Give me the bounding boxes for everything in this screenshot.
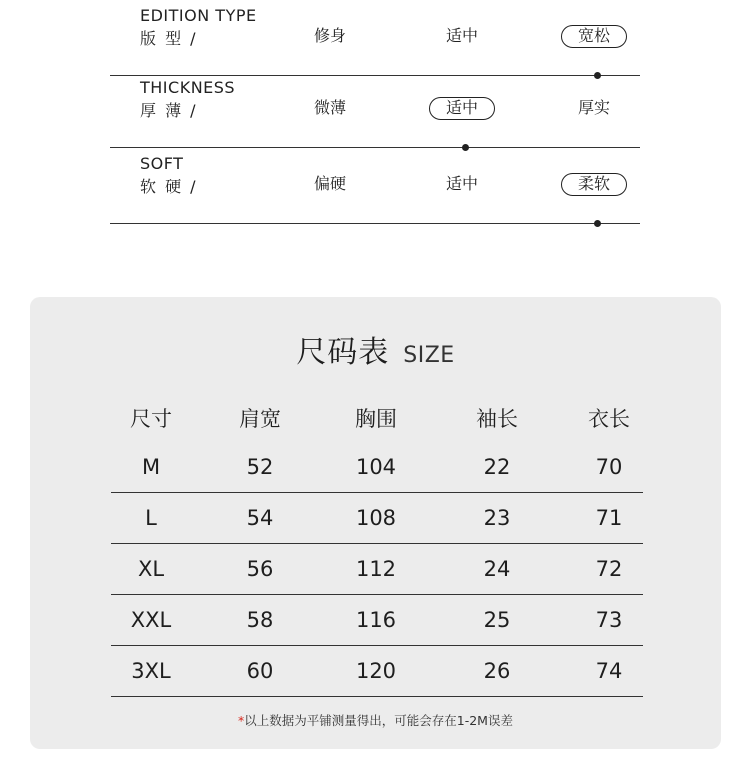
table-row: [111, 493, 643, 544]
table-cell: 56: [246, 557, 274, 581]
table-cell: 108: [355, 506, 397, 530]
table-cell: XXL: [130, 608, 172, 632]
size-chart-panel: [30, 297, 721, 749]
table-cell: 120: [355, 659, 397, 683]
table-cell: 70: [595, 455, 623, 479]
attribute-option-label: 厚实: [577, 98, 610, 117]
attribute-option: [290, 98, 370, 118]
table-cell: 74: [595, 659, 623, 683]
attribute-label-zh: 软 硬 /: [140, 177, 198, 196]
table-header-row: [111, 394, 643, 442]
size-chart-title-zh: 尺码表: [296, 335, 390, 370]
table-cell: 25: [483, 608, 511, 632]
table-cell: 3XL: [131, 659, 171, 683]
attribute-option: [290, 26, 370, 46]
table-cell: 60: [246, 659, 274, 683]
attribute-option: [554, 98, 634, 118]
size-table: [111, 394, 643, 697]
table-cell: 58: [246, 608, 274, 632]
table-cell: 73: [595, 608, 623, 632]
attribute-option-label: 适中: [445, 174, 478, 193]
attribute-option-selected: [554, 174, 634, 197]
table-cell: 22: [483, 455, 511, 479]
size-chart-title: [30, 327, 721, 371]
table-header-cell: 衣长: [588, 407, 630, 431]
attribute-option-label: 适中: [445, 26, 478, 45]
table-header-cell: 肩宽: [239, 407, 281, 431]
attribute-label-en: SOFT: [140, 154, 184, 173]
table-row: [111, 595, 643, 646]
table-cell: 23: [483, 506, 511, 530]
attribute-label-en: EDITION TYPE: [140, 6, 257, 25]
attribute-option-label: 微薄: [313, 98, 346, 117]
table-cell: 112: [355, 557, 397, 581]
attribute-row: [110, 72, 640, 148]
attribute-option: [422, 26, 502, 46]
table-header-cell: 尺寸: [130, 407, 172, 431]
attribute-option-label: 偏硬: [313, 174, 346, 193]
attribute-option: [422, 174, 502, 194]
note-star: *: [238, 713, 245, 728]
table-cell: M: [141, 455, 161, 479]
table-header-cell: 胸围: [355, 407, 397, 431]
selection-dot-marker: [594, 220, 601, 227]
table-cell: 71: [595, 506, 623, 530]
table-header-cell: 袖长: [476, 407, 518, 431]
attribute-option-selected: [554, 26, 634, 49]
attribute-option-label: 修身: [313, 26, 346, 45]
attribute-option-label: 柔软: [561, 173, 627, 196]
table-cell: 104: [355, 455, 397, 479]
note-text: 以上数据为平铺测量得出，可能会存在1-2M误差: [244, 713, 513, 728]
table-row: [111, 544, 643, 595]
attribute-option-label: 宽松: [561, 25, 627, 48]
table-cell: XL: [137, 557, 165, 581]
size-chart-title-en: SIZE: [403, 343, 455, 368]
attribute-row: [110, 0, 640, 76]
table-cell: 24: [483, 557, 511, 581]
attribute-row: [110, 148, 640, 224]
attribute-option-label: 适中: [429, 97, 495, 120]
table-cell: 116: [355, 608, 397, 632]
attribute-label-en: THICKNESS: [140, 78, 236, 97]
table-row: [111, 442, 643, 493]
table-cell: L: [145, 506, 157, 530]
attribute-label-zh: 版 型 /: [140, 29, 198, 48]
table-row: [111, 646, 643, 697]
attribute-option-selected: [422, 98, 502, 121]
table-cell: 54: [246, 506, 274, 530]
table-cell: 52: [246, 455, 274, 479]
measurement-note: [30, 711, 721, 729]
table-cell: 72: [595, 557, 623, 581]
attribute-label-zh: 厚 薄 /: [140, 101, 198, 120]
table-cell: 26: [483, 659, 511, 683]
attribute-option: [290, 174, 370, 194]
